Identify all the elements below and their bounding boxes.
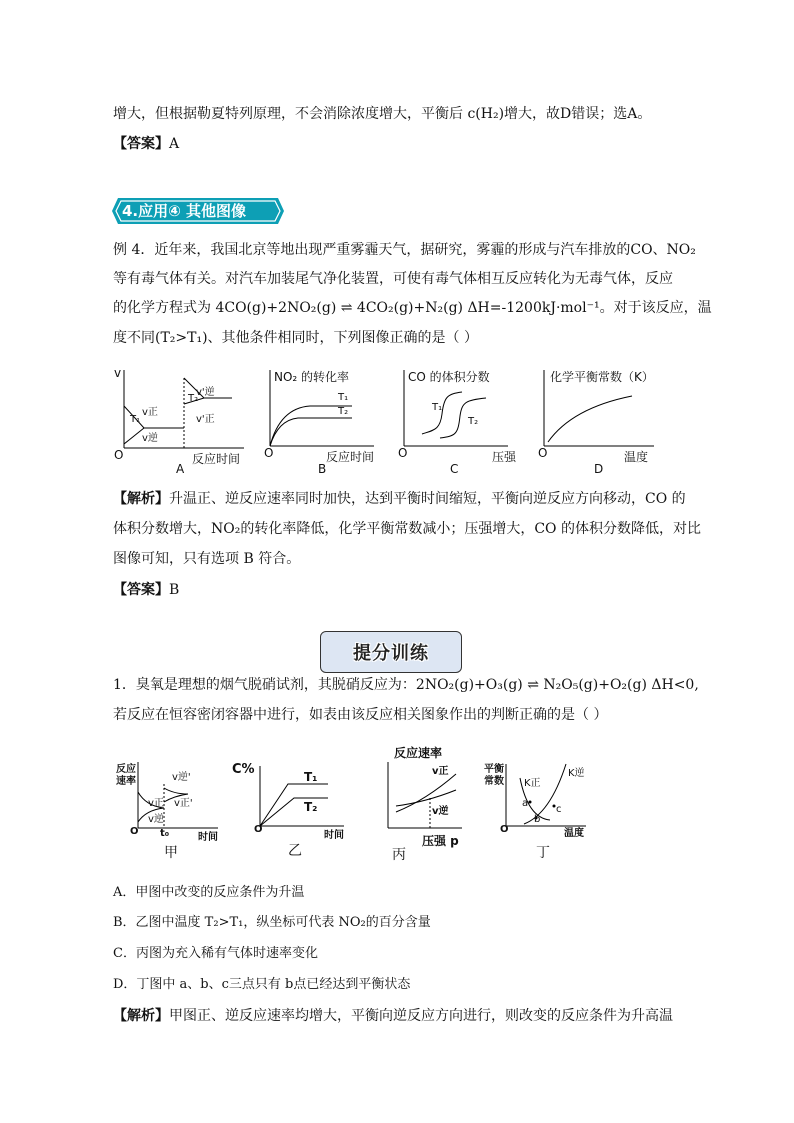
series-label: T₁ <box>304 770 318 784</box>
example-line-2: 等有毒气体有关。对汽车加装尾气净化装置，可使有毒气体相互反应转化为无毒气体，反应 <box>113 271 673 287</box>
example-line-4: 度不同(T₂>T₁)、其他条件相同时，下列图像正确的是（ ） <box>113 330 479 346</box>
series-label: v正 <box>432 766 449 777</box>
origin-label: O <box>398 446 408 460</box>
figure-c <box>396 366 520 474</box>
answer-tag: 【答案】 <box>113 136 169 152</box>
question-line-1: 1．臭氧是理想的烟气脱硝试剂，其脱硝反应为：2NO₂(g)+O₃(g) ⇌ N₂O₅(g)+O₂(g) ΔH<0, <box>113 677 699 693</box>
figure-caption: 甲 <box>164 845 178 861</box>
figure-a <box>112 366 252 474</box>
analysis-text: 甲图正、逆反应速率均增大，平衡向逆反应方向进行，则改变的反应条件为升高温 <box>169 1008 673 1024</box>
axis-label-y: C% <box>232 762 255 777</box>
axis-label-x: 压强 p <box>422 834 459 848</box>
series-label: T₂ <box>188 393 199 404</box>
series-label: T₂ <box>338 406 349 417</box>
analysis-tag: 【解析】 <box>113 491 169 507</box>
axis-label-x: 反应时间 <box>192 452 241 466</box>
analysis-line <box>113 1006 673 1026</box>
figure-ding <box>484 754 594 861</box>
section-title: 4.应用④ 其他图像 <box>122 202 247 220</box>
analysis-line-3: 图像可知，只有选项 B 符合。 <box>113 551 301 567</box>
series-label: v正 <box>148 798 164 809</box>
axis-label-y: 反应 <box>116 764 136 775</box>
series-label: v逆 <box>432 806 449 817</box>
figure-caption: A <box>176 462 185 476</box>
figure-bing <box>370 744 480 864</box>
figure-b <box>262 366 382 474</box>
series-label: v'逆 <box>196 387 215 398</box>
point-label: b <box>534 814 541 825</box>
figure-yi <box>232 754 350 858</box>
axis-label-y: NO₂ 的转化率 <box>274 370 350 384</box>
figure-d <box>536 366 666 474</box>
example-line-3: 的化学方程式为 4CO(g)+2NO₂(g) ⇌ 4CO₂(g)+N₂(g) ΔH=-1200kJ·mol⁻¹。对于该反应，温 <box>113 300 712 316</box>
figure-caption: D <box>594 462 604 476</box>
point-label: a <box>522 798 529 809</box>
series-label: T₁ <box>432 402 443 413</box>
tick-label: t₀ <box>160 828 170 839</box>
origin-label: O <box>254 824 263 835</box>
answer-line <box>113 580 179 600</box>
axis-label-x: 时间 <box>198 832 218 843</box>
figure-caption: 丙 <box>392 847 406 863</box>
analysis-tag: 【解析】 <box>113 1008 169 1024</box>
answer-tag: 【答案】 <box>113 582 169 598</box>
answer-line <box>113 134 179 154</box>
axis-label-x: 时间 <box>324 830 344 841</box>
training-banner: 提分训练 <box>320 631 462 673</box>
series-label: v正' <box>174 798 193 809</box>
series-label: v逆 <box>142 433 158 444</box>
figure-jia <box>116 754 226 861</box>
origin-label: O <box>500 824 509 835</box>
origin-label: O <box>114 448 124 462</box>
axis-label-y: CO 的体积分数 <box>408 370 490 384</box>
analysis-line-1 <box>113 489 686 509</box>
section-banner <box>112 196 284 226</box>
axis-label-y: 速率 <box>116 776 136 787</box>
figure-caption: B <box>318 462 327 476</box>
series-label: T₁ <box>130 414 141 425</box>
axis-label-y: 平衡 <box>484 764 504 775</box>
series-label: K逆 <box>568 768 585 779</box>
option-c: C．丙图为充入稀有气体时速率变化 <box>113 946 318 961</box>
series-label: K正 <box>524 778 541 789</box>
axis-label-y: 化学平衡常数（K） <box>550 370 654 384</box>
series-label: T₂ <box>304 800 318 814</box>
option-a: A．甲图中改变的反应条件为升温 <box>113 885 305 900</box>
analysis-line-2: 体积分数增大，NO₂的转化率降低，化学平衡常数减小；压强增大，CO 的体积分数降低，对比 <box>113 521 701 537</box>
series-label: v逆 <box>148 814 164 825</box>
series-label: T₁ <box>338 392 349 403</box>
origin-label: O <box>538 446 548 460</box>
axis-label-y: 反应速率 <box>394 746 443 760</box>
axis-label-x: 温度 <box>624 450 649 464</box>
origin-label: O <box>130 826 139 837</box>
example-line-1: 例 4．近年来，我国北京等地出现严重雾霾天气，据研究，雾霾的形成与汽车排放的CO、NO₂ <box>113 242 696 258</box>
text-line: 增大，但根据勒夏特列原理，不会消除浓度增大，平衡后 c(H₂)增大，故D错误；选A。 <box>113 106 652 122</box>
series-label: v逆' <box>172 772 191 783</box>
figure-caption: 乙 <box>288 843 302 859</box>
point-label: c <box>556 804 562 815</box>
series-label: T₂ <box>468 416 479 427</box>
axis-label-y: 常数 <box>484 776 504 787</box>
axis-label-x: 压强 <box>492 450 517 464</box>
option-b: B．乙图中温度 T₂>T₁，纵坐标可代表 NO₂的百分含量 <box>113 915 431 930</box>
answer-value: B <box>169 582 180 598</box>
axis-label-x: 温度 <box>564 828 584 839</box>
origin-label: O <box>264 446 274 460</box>
answer-value: A <box>169 136 180 152</box>
axis-label-x: 反应时间 <box>326 450 375 464</box>
figure-caption: C <box>450 462 459 476</box>
series-label: v'正 <box>196 414 215 425</box>
figure-caption: 丁 <box>536 845 550 861</box>
axis-label-y: v <box>114 366 122 380</box>
question-line-2: 若反应在恒容密闭容器中进行，如表由该反应相关图象作出的判断正确的是（ ） <box>113 707 608 723</box>
option-d: D．丁图中 a、b、c三点只有 b点已经达到平衡状态 <box>113 977 411 992</box>
analysis-text: 升温正、逆反应速率同时加快，达到平衡时间缩短，平衡向逆反应方向移动，CO 的 <box>169 491 686 507</box>
series-label: v正 <box>142 407 158 418</box>
